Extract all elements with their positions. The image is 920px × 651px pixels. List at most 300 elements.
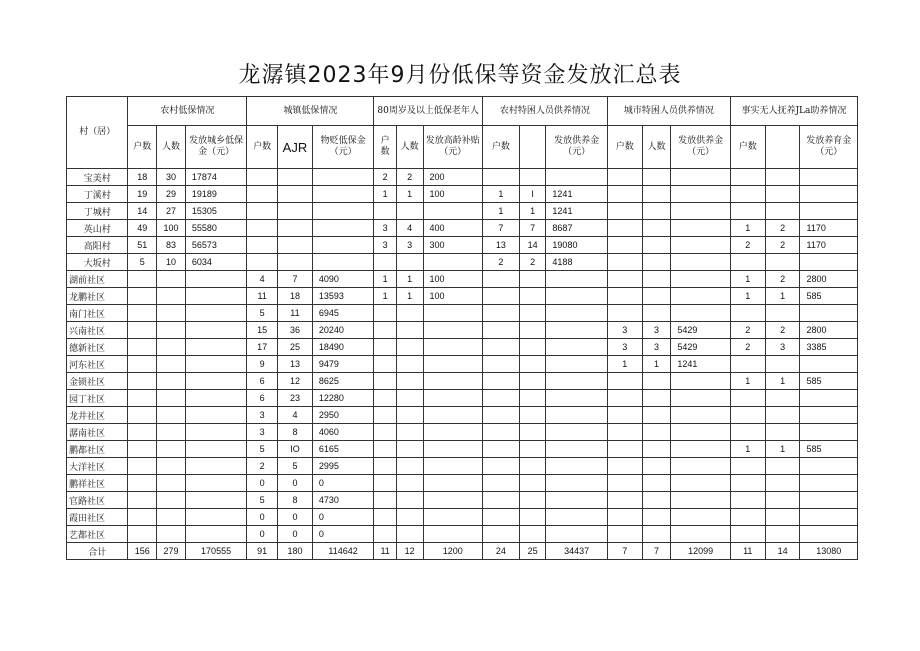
table-cell — [607, 271, 642, 288]
table-cell — [374, 373, 397, 390]
header-amount: 物贬低保金（元） — [312, 126, 373, 169]
table-cell — [128, 526, 157, 543]
table-cell — [482, 339, 519, 356]
table-cell — [157, 492, 186, 509]
header-rural: 农村低保情况 — [128, 97, 247, 126]
table-cell — [642, 237, 671, 254]
header-urban: 城镇低保情况 — [247, 97, 374, 126]
table-cell — [128, 441, 157, 458]
table-cell — [800, 407, 858, 424]
table-cell — [423, 492, 482, 509]
table-cell — [247, 203, 278, 220]
table-cell — [671, 220, 730, 237]
table-cell — [185, 475, 246, 492]
table-cell: 1 — [730, 271, 765, 288]
table-cell — [607, 373, 642, 390]
table-cell — [546, 356, 607, 373]
table-cell — [642, 509, 671, 526]
table-cell — [765, 169, 800, 186]
table-cell: 4188 — [546, 254, 607, 271]
table-cell — [423, 509, 482, 526]
table-cell — [546, 373, 607, 390]
table-cell: 1 — [730, 373, 765, 390]
row-name: 龙鹏社区 — [67, 288, 128, 305]
total-cell: 7 — [642, 543, 671, 560]
table-cell: 0 — [278, 526, 313, 543]
total-cell: 13080 — [800, 543, 858, 560]
table-cell — [607, 305, 642, 322]
row-name: 园丁社区 — [67, 390, 128, 407]
table-cell: 2800 — [800, 271, 858, 288]
table-cell — [278, 186, 313, 203]
table-body — [67, 169, 858, 560]
table-row — [67, 390, 858, 407]
table-cell — [278, 254, 313, 271]
table-cell — [278, 237, 313, 254]
table-cell — [642, 169, 671, 186]
table-cell: 1 — [482, 203, 519, 220]
table-cell — [247, 220, 278, 237]
table-row — [67, 305, 858, 322]
table-cell — [128, 509, 157, 526]
row-name: 英山村 — [67, 220, 128, 237]
table-cell — [642, 424, 671, 441]
table-cell: 1 — [482, 186, 519, 203]
table-cell: 2 — [730, 237, 765, 254]
table-cell — [519, 526, 546, 543]
table-cell — [519, 424, 546, 441]
table-cell: 2 — [765, 271, 800, 288]
table-cell — [482, 356, 519, 373]
table-row — [67, 271, 858, 288]
row-name: 鹏祥社区 — [67, 475, 128, 492]
table-cell — [396, 322, 423, 339]
total-label: 合计 — [67, 543, 128, 560]
table-cell — [546, 441, 607, 458]
table-cell — [374, 458, 397, 475]
table-cell — [765, 424, 800, 441]
table-cell: 585 — [800, 441, 858, 458]
table-cell — [519, 441, 546, 458]
table-cell — [374, 356, 397, 373]
table-cell — [128, 458, 157, 475]
table-cell — [374, 526, 397, 543]
table-cell — [671, 186, 730, 203]
table-cell — [128, 305, 157, 322]
table-cell — [519, 458, 546, 475]
table-cell: 15305 — [185, 203, 246, 220]
table-cell — [185, 322, 246, 339]
table-cell: 0 — [278, 509, 313, 526]
table-cell: 1 — [730, 288, 765, 305]
table-cell: 3 — [374, 220, 397, 237]
table-cell — [482, 390, 519, 407]
table-cell — [185, 407, 246, 424]
table-row — [67, 220, 858, 237]
table-cell — [800, 492, 858, 509]
table-cell — [185, 356, 246, 373]
total-cell: 114642 — [312, 543, 373, 560]
table-cell — [374, 322, 397, 339]
row-name: 丁城村 — [67, 203, 128, 220]
table-cell — [671, 203, 730, 220]
header-persons — [519, 126, 546, 169]
header-persons: AJR — [278, 126, 313, 169]
table-cell: 51 — [128, 237, 157, 254]
row-name: 南门社区 — [67, 305, 128, 322]
table-cell — [671, 407, 730, 424]
row-name: 龙井社区 — [67, 407, 128, 424]
table-row — [67, 237, 858, 254]
table-cell — [423, 356, 482, 373]
table-cell — [128, 390, 157, 407]
header-amount: 发放供养金（元） — [546, 126, 607, 169]
total-cell: 34437 — [546, 543, 607, 560]
table-cell — [312, 254, 373, 271]
row-name: 河东社区 — [67, 356, 128, 373]
table-cell — [546, 475, 607, 492]
table-cell — [607, 237, 642, 254]
table-cell — [671, 526, 730, 543]
table-cell: 3 — [765, 339, 800, 356]
table-cell — [642, 441, 671, 458]
table-cell: 1 — [765, 373, 800, 390]
header-orphan: 事实无人抚养JLa助养情况 — [730, 97, 857, 126]
table-cell: 14 — [128, 203, 157, 220]
table-cell: 5 — [247, 492, 278, 509]
row-name: 宝美村 — [67, 169, 128, 186]
table-cell — [157, 509, 186, 526]
table-cell — [607, 203, 642, 220]
table-cell — [157, 475, 186, 492]
table-cell — [157, 526, 186, 543]
table-cell — [800, 356, 858, 373]
table-cell — [396, 373, 423, 390]
table-cell — [546, 339, 607, 356]
table-row — [67, 458, 858, 475]
table-cell — [396, 458, 423, 475]
total-cell: 25 — [519, 543, 546, 560]
table-cell — [374, 424, 397, 441]
table-cell — [128, 356, 157, 373]
table-cell — [765, 186, 800, 203]
table-cell: 3 — [642, 339, 671, 356]
table-cell: 1241 — [671, 356, 730, 373]
table-cell — [800, 169, 858, 186]
table-cell: 1 — [396, 271, 423, 288]
row-name: 潺南社区 — [67, 424, 128, 441]
table-cell: 19189 — [185, 186, 246, 203]
table-cell — [396, 254, 423, 271]
table-cell — [482, 322, 519, 339]
table-cell — [519, 322, 546, 339]
table-cell — [482, 458, 519, 475]
table-cell: 2 — [730, 322, 765, 339]
table-cell — [607, 254, 642, 271]
table-cell — [546, 424, 607, 441]
table-cell — [157, 305, 186, 322]
table-cell: 19 — [128, 186, 157, 203]
table-cell — [374, 441, 397, 458]
table-row — [67, 203, 858, 220]
table-row — [67, 186, 858, 203]
table-cell — [546, 526, 607, 543]
table-cell: 0 — [312, 509, 373, 526]
table-cell — [642, 475, 671, 492]
table-cell — [765, 254, 800, 271]
page-title: 龙潺镇2023年9月份低保等资金发放汇总表 — [238, 63, 682, 88]
table-cell — [730, 186, 765, 203]
table-cell: 1241 — [546, 186, 607, 203]
table-cell — [607, 407, 642, 424]
table-cell — [423, 526, 482, 543]
table-cell: 585 — [800, 373, 858, 390]
table-cell — [546, 390, 607, 407]
table-cell — [374, 339, 397, 356]
table-row — [67, 526, 858, 543]
table-cell — [730, 424, 765, 441]
table-cell: 6945 — [312, 305, 373, 322]
table-cell: 100 — [423, 186, 482, 203]
table-row — [67, 373, 858, 390]
table-cell — [128, 373, 157, 390]
total-cell: 11 — [730, 543, 765, 560]
table-cell — [128, 339, 157, 356]
table-cell — [157, 373, 186, 390]
table-cell: 2 — [765, 322, 800, 339]
table-cell — [423, 424, 482, 441]
table-cell — [312, 203, 373, 220]
table-cell: IO — [278, 441, 313, 458]
table-cell: 4 — [247, 271, 278, 288]
table-cell — [642, 271, 671, 288]
table-cell — [800, 390, 858, 407]
table-cell — [519, 492, 546, 509]
table-cell: 2 — [765, 237, 800, 254]
table-cell: 1170 — [800, 220, 858, 237]
table-cell: 25 — [278, 339, 313, 356]
table-row — [67, 441, 858, 458]
table-cell: 100 — [423, 271, 482, 288]
table-cell — [607, 424, 642, 441]
table-cell — [519, 356, 546, 373]
table-cell: 2 — [730, 339, 765, 356]
table-cell: 1 — [374, 271, 397, 288]
header-urban-support: 城市特困人员供养情况 — [607, 97, 730, 126]
table-cell — [128, 322, 157, 339]
table-cell — [765, 458, 800, 475]
table-cell — [374, 509, 397, 526]
total-cell: 14 — [765, 543, 800, 560]
table-cell: 1 — [730, 441, 765, 458]
table-cell — [671, 271, 730, 288]
table-cell — [730, 475, 765, 492]
row-name: 艺都社区 — [67, 526, 128, 543]
table-cell — [157, 458, 186, 475]
table-cell: 0 — [247, 475, 278, 492]
table-cell — [128, 492, 157, 509]
table-cell: 100 — [157, 220, 186, 237]
table-cell: 12280 — [312, 390, 373, 407]
table-cell — [247, 186, 278, 203]
total-cell: 12 — [396, 543, 423, 560]
table-cell — [642, 407, 671, 424]
table-cell: 0 — [312, 526, 373, 543]
table-cell: 6 — [247, 390, 278, 407]
table-cell: 2 — [247, 458, 278, 475]
table-row — [67, 356, 858, 373]
table-cell — [423, 305, 482, 322]
table-cell — [482, 169, 519, 186]
table-cell — [157, 339, 186, 356]
table-cell — [800, 305, 858, 322]
table-cell: 7 — [482, 220, 519, 237]
table-row — [67, 339, 858, 356]
row-name: 大坂村 — [67, 254, 128, 271]
table-cell: 27 — [157, 203, 186, 220]
table-cell — [374, 305, 397, 322]
table-cell — [482, 271, 519, 288]
table-cell — [482, 441, 519, 458]
total-cell: 1200 — [423, 543, 482, 560]
table-cell — [730, 254, 765, 271]
table-cell — [278, 203, 313, 220]
table-cell: 10 — [157, 254, 186, 271]
table-cell — [396, 526, 423, 543]
table-cell — [730, 458, 765, 475]
table-cell — [157, 322, 186, 339]
table-cell — [374, 475, 397, 492]
table-cell — [765, 356, 800, 373]
table-cell — [730, 390, 765, 407]
table-cell — [730, 305, 765, 322]
table-cell — [185, 339, 246, 356]
table-cell: 15 — [247, 322, 278, 339]
table-cell — [642, 390, 671, 407]
table-cell — [730, 526, 765, 543]
table-cell: 19080 — [546, 237, 607, 254]
table-row — [67, 407, 858, 424]
table-cell: 36 — [278, 322, 313, 339]
header-amount: 发放城乡低保金（元） — [185, 126, 246, 169]
table-cell — [607, 475, 642, 492]
table-cell — [519, 169, 546, 186]
header-persons: 人数 — [642, 126, 671, 169]
table-cell — [396, 475, 423, 492]
table-cell — [671, 305, 730, 322]
table-cell — [671, 288, 730, 305]
table-cell: 0 — [247, 509, 278, 526]
table-cell — [128, 271, 157, 288]
table-cell — [128, 424, 157, 441]
table-cell — [185, 526, 246, 543]
table-cell: 2 — [519, 254, 546, 271]
table-cell: 0 — [247, 526, 278, 543]
table-cell — [185, 492, 246, 509]
table-cell: 3 — [247, 407, 278, 424]
table-cell — [765, 475, 800, 492]
row-name: 霞田社区 — [67, 509, 128, 526]
row-name: 官路社区 — [67, 492, 128, 509]
table-cell — [642, 305, 671, 322]
table-cell — [423, 254, 482, 271]
header-amount: 发放供养金（元） — [671, 126, 730, 169]
table-cell — [157, 441, 186, 458]
table-cell — [157, 390, 186, 407]
table-cell: 1 — [396, 288, 423, 305]
table-cell: 14 — [519, 237, 546, 254]
table-cell — [396, 339, 423, 356]
table-cell — [278, 169, 313, 186]
table-cell — [482, 305, 519, 322]
table-cell — [765, 305, 800, 322]
table-cell: 8 — [278, 424, 313, 441]
table-cell: 2 — [374, 169, 397, 186]
table-cell: 1 — [765, 441, 800, 458]
table-cell — [374, 492, 397, 509]
table-cell — [185, 271, 246, 288]
row-name: 高阳村 — [67, 237, 128, 254]
table-cell — [642, 526, 671, 543]
table-cell — [312, 237, 373, 254]
table-cell: 56573 — [185, 237, 246, 254]
table-cell — [671, 169, 730, 186]
table-cell — [482, 407, 519, 424]
table-cell: 0 — [312, 475, 373, 492]
table-cell — [671, 475, 730, 492]
table-cell — [730, 492, 765, 509]
table-cell — [374, 407, 397, 424]
table-cell: 55580 — [185, 220, 246, 237]
table-cell — [519, 373, 546, 390]
table-cell — [671, 390, 730, 407]
table-cell — [482, 492, 519, 509]
table-cell — [396, 509, 423, 526]
table-cell — [800, 424, 858, 441]
table-cell — [765, 509, 800, 526]
table-cell: 5 — [247, 441, 278, 458]
table-cell — [482, 509, 519, 526]
table-cell: 4 — [278, 407, 313, 424]
table-cell: 6 — [247, 373, 278, 390]
table-cell — [642, 203, 671, 220]
table-row — [67, 492, 858, 509]
table-cell — [423, 322, 482, 339]
table-cell — [396, 356, 423, 373]
table-cell — [546, 458, 607, 475]
table-cell: 400 — [423, 220, 482, 237]
table-cell — [546, 305, 607, 322]
table-cell: 17874 — [185, 169, 246, 186]
table-cell — [671, 424, 730, 441]
table-cell: 2 — [765, 220, 800, 237]
table-cell — [607, 492, 642, 509]
table-cell: 9479 — [312, 356, 373, 373]
table-cell — [546, 492, 607, 509]
table-cell — [157, 424, 186, 441]
table-cell — [607, 458, 642, 475]
table-row — [67, 424, 858, 441]
table-cell — [671, 237, 730, 254]
table-cell — [247, 237, 278, 254]
total-cell: 180 — [278, 543, 313, 560]
header-households: 户数 — [374, 126, 397, 169]
table-cell — [312, 169, 373, 186]
table-cell — [482, 373, 519, 390]
table-cell — [671, 492, 730, 509]
table-cell — [730, 203, 765, 220]
table-cell: 1241 — [546, 203, 607, 220]
